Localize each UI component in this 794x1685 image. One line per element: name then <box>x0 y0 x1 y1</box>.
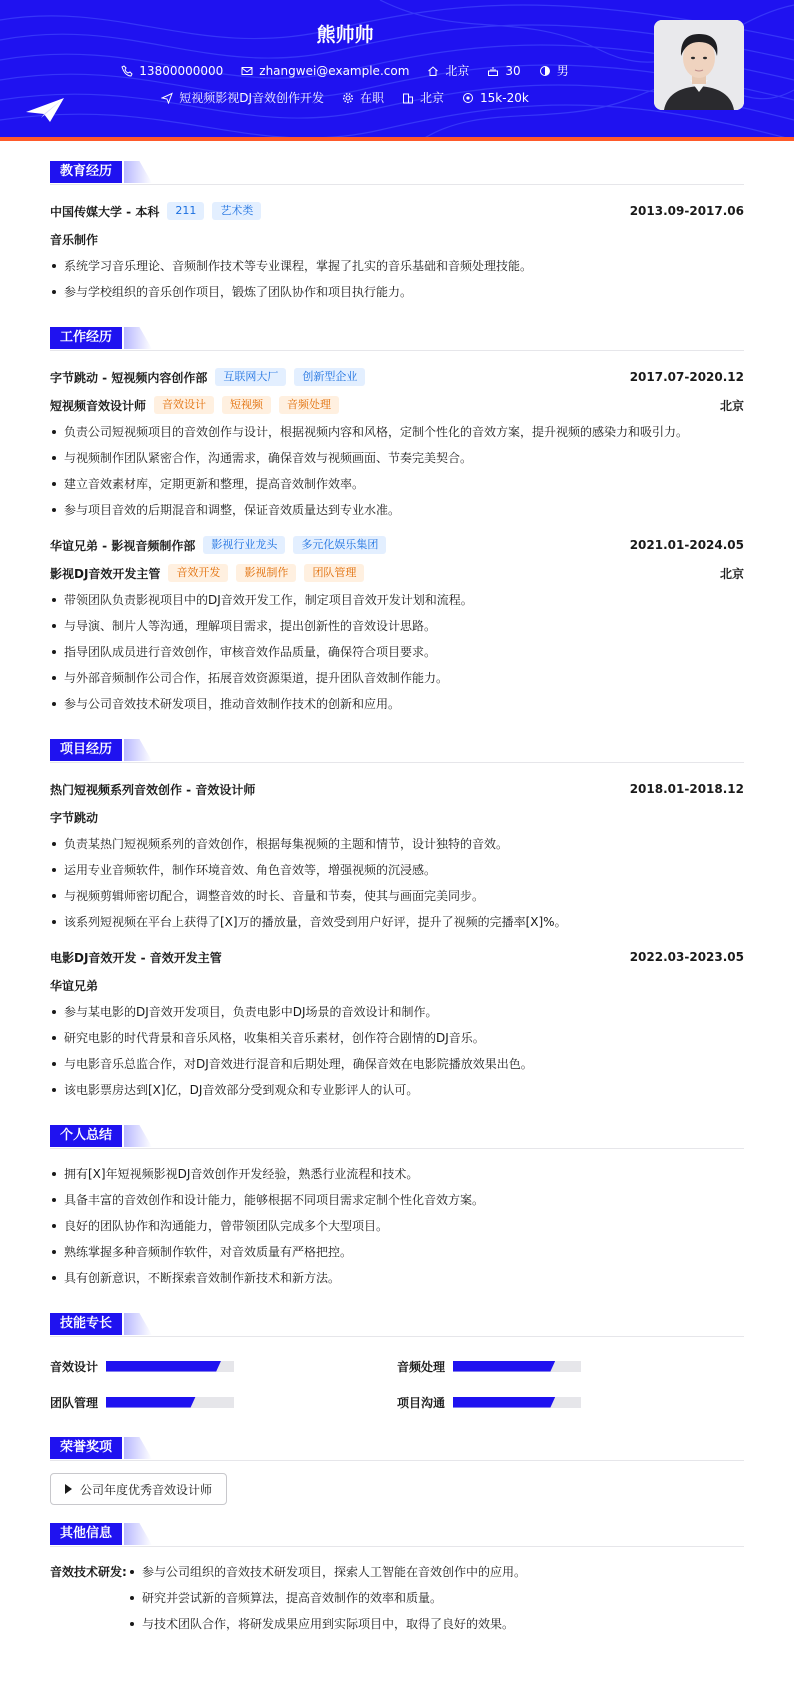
list-item: 运用专业音频软件，制作环境音效、角色音效等，增强视频的沉浸感。 <box>50 857 744 883</box>
section-title-tail <box>124 739 152 761</box>
location-text: 北京 <box>445 64 470 78</box>
resume-header <box>0 0 794 141</box>
project-name: 电影DJ音效开发 - 音效开发主管 <box>50 950 222 965</box>
list-item: 负责公司短视频项目的音效创作与设计，根据视频内容和风格，定制个性化的音效方案，提升视频的感染力和吸引力。 <box>50 419 744 445</box>
skill-name: 音频处理 <box>397 1359 446 1374</box>
tag: 211 <box>167 202 204 220</box>
header-accent-line <box>0 137 794 141</box>
list-item: 该电影票房达到[X]亿，DJ音效部分受到观众和专业影评人的认可。 <box>50 1077 744 1103</box>
skill-bar <box>106 1361 234 1372</box>
skill-item <box>50 1353 397 1379</box>
target-city-item <box>402 89 444 106</box>
skill-item <box>397 1353 744 1379</box>
building-icon <box>402 92 414 104</box>
section-title-tail <box>124 1437 152 1459</box>
other-info-block <box>50 1559 744 1637</box>
section-header <box>50 739 744 763</box>
tag: 互联网大厂 <box>215 368 286 386</box>
list-item: 具有创新意识，不断探索音效制作新技术和新方法。 <box>50 1265 744 1291</box>
gender-icon <box>539 65 551 77</box>
skill-fill <box>453 1397 555 1408</box>
phone-text: 13800000000 <box>139 63 224 78</box>
company-name: 字节跳动 - 短视频内容创作部 <box>50 370 208 385</box>
skill-item <box>50 1389 397 1415</box>
section-title: 其他信息 <box>50 1523 122 1545</box>
play-icon <box>65 1484 72 1494</box>
bullet-list <box>50 587 744 717</box>
date-range: 2013.09-2017.06 <box>629 204 744 218</box>
skill-name: 项目沟通 <box>397 1395 446 1410</box>
list-item: 系统学习音乐理论、音频制作技术等专业课程，掌握了扎实的音乐基础和音频处理技能。 <box>50 253 744 279</box>
award-label: 公司年度优秀音效设计师 <box>80 1482 213 1497</box>
work-entry <box>50 531 744 717</box>
awards-section <box>50 1437 744 1505</box>
phone-item <box>121 64 223 78</box>
mail-icon <box>241 65 253 77</box>
age-item <box>487 64 520 78</box>
section-title: 教育经历 <box>50 161 122 183</box>
date-range: 2021.01-2024.05 <box>629 538 744 552</box>
project-org: 字节跳动 <box>50 810 99 825</box>
email-item <box>241 64 409 78</box>
coin-icon <box>462 92 474 104</box>
section-title-tail <box>124 327 152 349</box>
date-range: 2017.07-2020.12 <box>629 370 744 384</box>
list-item: 该系列短视频在平台上获得了[X]万的播放量，音效受到用户好评，提升了视频的完播率[X]%。 <box>50 909 744 935</box>
skill-name: 团队管理 <box>50 1395 99 1410</box>
status-text: 在职 <box>359 91 384 105</box>
list-item: 与电影音乐总监合作，对DJ音效进行混音和后期处理，确保音效在电影院播放效果出色。 <box>50 1051 744 1077</box>
date-range: 2022.03-2023.05 <box>629 950 744 964</box>
list-item: 与视频制作团队紧密合作，沟通需求，确保音效与视频画面、节奏完美契合。 <box>50 445 744 471</box>
target-city-text: 北京 <box>420 91 445 105</box>
list-item: 与外部音频制作公司合作，拓展音效资源渠道，提升团队音效制作能力。 <box>50 665 744 691</box>
project-entry <box>50 775 744 935</box>
list-item: 与技术团队合作，将研发成果应用到实际项目中，取得了良好的效果。 <box>128 1611 526 1637</box>
resume-body <box>0 141 794 1637</box>
section-header <box>50 1313 744 1337</box>
list-item: 与导演、制片人等沟通，理解项目需求，提出创新性的音效设计思路。 <box>50 613 744 639</box>
work-entry <box>50 363 744 523</box>
section-title: 荣誉奖项 <box>50 1437 122 1459</box>
skill-bar <box>453 1361 581 1372</box>
job-role: 影视DJ音效开发主管 <box>50 566 161 581</box>
job-city: 北京 <box>719 398 744 413</box>
list-item: 良好的团队协作和沟通能力，曾带领团队完成多个大型项目。 <box>50 1213 744 1239</box>
list-item: 负责某热门短视频系列的音效创作，根据每集视频的主题和情节，设计独特的音效。 <box>50 831 744 857</box>
list-item: 与视频剪辑师密切配合，调整音效的时长、音量和节奏，使其与画面完美同步。 <box>50 883 744 909</box>
section-title-tail <box>124 161 152 183</box>
list-item: 指导团队成员进行音效创作，审核音效作品质量，确保符合项目要求。 <box>50 639 744 665</box>
list-item: 参与某电影的DJ音效开发项目，负责电影中DJ场景的音效设计和制作。 <box>50 999 744 1025</box>
list-item: 建立音效素材库，定期更新和整理，提高音效制作效率。 <box>50 471 744 497</box>
work-section <box>50 327 744 717</box>
section-header <box>50 1437 744 1461</box>
project-entry <box>50 943 744 1103</box>
location-item <box>427 62 469 79</box>
job-role: 短视频音效设计师 <box>50 398 147 413</box>
bullet-list <box>50 1161 744 1291</box>
email-text: zhangwei@example.com <box>259 63 410 78</box>
contact-row <box>0 62 690 79</box>
tag: 影视行业龙头 <box>203 536 285 554</box>
education-entry <box>50 197 744 305</box>
tag: 创新型企业 <box>294 368 365 386</box>
company-name: 华谊兄弟 - 影视音频制作部 <box>50 538 196 553</box>
bullet-list <box>50 831 744 935</box>
skill-bar <box>453 1397 581 1408</box>
section-title-tail <box>124 1125 152 1147</box>
settings-icon <box>342 92 354 104</box>
section-header <box>50 327 744 351</box>
tag: 影视制作 <box>236 564 296 582</box>
summary-section <box>50 1125 744 1291</box>
section-title: 个人总结 <box>50 1125 122 1147</box>
list-item: 参与公司组织的音效技术研发项目，探索人工智能在音效创作中的应用。 <box>128 1559 526 1585</box>
status-item <box>342 89 384 106</box>
skill-fill <box>106 1361 221 1372</box>
send-icon <box>161 92 173 104</box>
bullet-list <box>50 999 744 1103</box>
section-title: 项目经历 <box>50 739 122 761</box>
home-icon <box>427 65 439 77</box>
age-text: 30 <box>505 63 521 78</box>
bullet-list <box>50 253 744 305</box>
section-title-tail <box>124 1523 152 1545</box>
projects-section <box>50 739 744 1103</box>
job-city: 北京 <box>719 566 744 581</box>
avatar <box>654 20 744 110</box>
tag: 音频处理 <box>279 396 339 414</box>
bullet-list <box>50 419 744 523</box>
list-item: 熟练掌握多种音频制作软件，对音效质量有严格把控。 <box>50 1239 744 1265</box>
tag: 团队管理 <box>304 564 364 582</box>
skill-bar <box>106 1397 234 1408</box>
section-title-tail <box>124 1313 152 1335</box>
candidate-name: 熊帅帅 <box>316 24 374 46</box>
cake-icon <box>487 65 499 77</box>
skill-fill <box>106 1397 196 1408</box>
salary-text: 15k-20k <box>480 90 529 105</box>
project-org: 华谊兄弟 <box>50 978 99 993</box>
skills-section <box>50 1313 744 1423</box>
bullet-list <box>128 1559 526 1637</box>
gender-item <box>539 62 569 79</box>
gender-text: 男 <box>556 64 569 78</box>
list-item: 带领团队负责影视项目中的DJ音效开发工作，制定项目音效开发计划和流程。 <box>50 587 744 613</box>
education-section <box>50 161 744 305</box>
tag: 短视频 <box>222 396 271 414</box>
salary-item <box>462 91 529 105</box>
list-item: 具备丰富的音效创作和设计能力，能够根据不同项目需求定制个性化音效方案。 <box>50 1187 744 1213</box>
section-header <box>50 161 744 185</box>
list-item: 研究电影的时代背景和音乐风格，收集相关音乐素材，创作符合剧情的DJ音乐。 <box>50 1025 744 1051</box>
intention-text: 短视频影视DJ音效创作开发 <box>179 91 324 105</box>
section-header <box>50 1523 744 1547</box>
skills-grid <box>50 1349 744 1423</box>
list-item: 拥有[X]年短视频影视DJ音效创作开发经验，熟悉行业流程和技术。 <box>50 1161 744 1187</box>
date-range: 2018.01-2018.12 <box>629 782 744 796</box>
list-item: 研究并尝试新的音频算法，提高音效制作的效率和质量。 <box>128 1585 526 1611</box>
skill-item <box>397 1389 744 1415</box>
skill-fill <box>453 1361 555 1372</box>
school-name: 中国传媒大学 - 本科 <box>50 204 160 219</box>
list-item: 参与公司音效技术研发项目，推动音效制作技术的创新和应用。 <box>50 691 744 717</box>
other-section <box>50 1523 744 1637</box>
project-name: 热门短视频系列音效创作 - 音效设计师 <box>50 782 256 797</box>
tag: 艺术类 <box>212 202 261 220</box>
section-title: 工作经历 <box>50 327 122 349</box>
phone-icon <box>121 65 133 77</box>
section-header <box>50 1125 744 1149</box>
tag: 音效设计 <box>154 396 214 414</box>
award-item <box>50 1473 227 1505</box>
section-title: 技能专长 <box>50 1313 122 1335</box>
skill-name: 音效设计 <box>50 1359 99 1374</box>
list-item: 参与项目音效的后期混音和调整，保证音效质量达到专业水准。 <box>50 497 744 523</box>
list-item: 参与学校组织的音乐创作项目，锻炼了团队协作和项目执行能力。 <box>50 279 744 305</box>
tag: 音效开发 <box>168 564 228 582</box>
avatar-portrait <box>654 20 744 110</box>
intention-row <box>0 89 690 106</box>
tag: 多元化娱乐集团 <box>293 536 386 554</box>
intention-item <box>161 89 324 106</box>
other-info-label: 音效技术研发: <box>50 1565 127 1579</box>
major: 音乐制作 <box>50 232 99 247</box>
